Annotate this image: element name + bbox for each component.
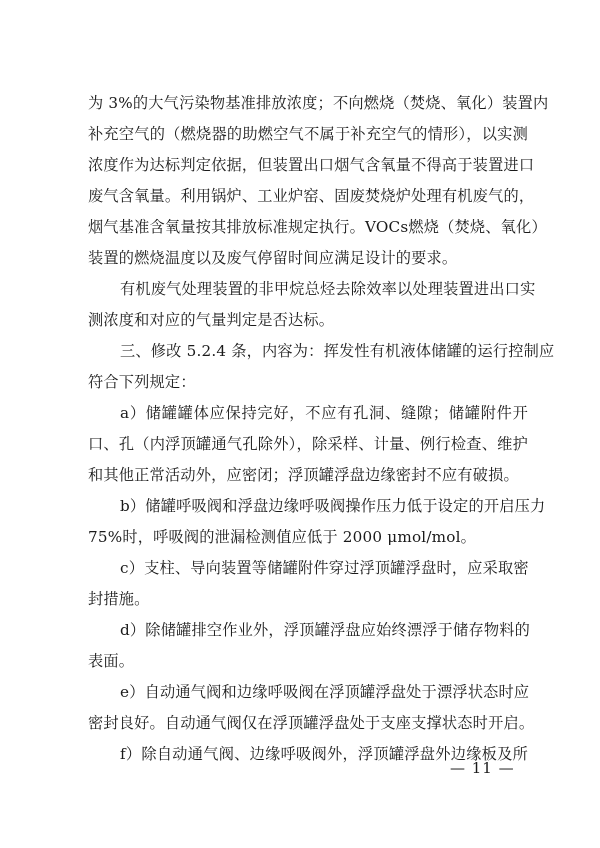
body-text-line: 密封良好。自动通气阀仅在浮顶罐浮盘处于支座支撑状态时开启。 <box>88 714 535 732</box>
body-text-line: 装置的燃烧温度以及废气停留时间应满足设计的要求。 <box>88 249 458 267</box>
page-number: — 11 — <box>450 759 515 777</box>
list-item-c: c）支柱、导向装置等储罐附件穿过浮顶罐浮盘时，应采取密 <box>120 559 529 577</box>
body-text-line: 测浓度和对应的气量判定是否达标。 <box>88 311 335 329</box>
list-item-e: e）自动通气阀和边缘呼吸阀在浮顶罐浮盘处于漂浮状态时应 <box>120 683 530 701</box>
body-text-line: 补充空气的（燃烧器的助燃空气不属于补充空气的情形），以实测 <box>88 125 528 143</box>
body-text-line: 烟气基准含氧量按其排放标准规定执行。VOCs燃烧（焚烧、氧化） <box>88 218 547 236</box>
body-text-line: 符合下列规定： <box>88 373 196 391</box>
body-text-line: 75%时，呼吸阀的泄漏检测值应低于 2000 μmol/mol。 <box>88 528 477 546</box>
body-text-line: 和其他正常活动外，应密闭；浮顶罐浮盘边缘密封不应有破损。 <box>88 466 519 484</box>
body-text-line: 为 3%的大气污染物基准排放浓度；不向燃烧（焚烧、氧化）装置内 <box>88 94 549 112</box>
body-text-line: 浓度作为达标判定依据，但装置出口烟气含氧量不得高于装置进口 <box>88 156 535 174</box>
body-text-line: 封措施。 <box>88 590 150 608</box>
list-item-b: b）储罐呼吸阀和浮盘边缘呼吸阀操作压力低于设定的开启压力 <box>120 497 546 515</box>
body-text-line: 口、孔（内浮顶罐通气孔除外），除采样、计量、例行检查、维护 <box>88 435 528 453</box>
body-text-line: 废气含氧量。利用锅炉、工业炉窑、固废焚烧炉处理有机废气的， <box>88 187 535 205</box>
body-text-line: 表面。 <box>88 652 135 670</box>
paragraph-first-line: 三、修改 5.2.4 条，内容为：挥发性有机液体储罐的运行控制应 <box>120 342 555 360</box>
list-item-f: f）除自动通气阀、边缘呼吸阀外，浮顶罐浮盘外边缘板及所 <box>120 745 528 763</box>
list-item-a: a）储罐罐体应保持完好，不应有孔洞、缝隙；储罐附件开 <box>120 404 528 422</box>
paragraph-first-line: 有机废气处理装置的非甲烷总烃去除效率以处理装置进出口实 <box>120 280 536 298</box>
list-item-d: d）除储罐排空作业外，浮顶罐浮盘应始终漂浮于储存物料的 <box>120 621 530 639</box>
